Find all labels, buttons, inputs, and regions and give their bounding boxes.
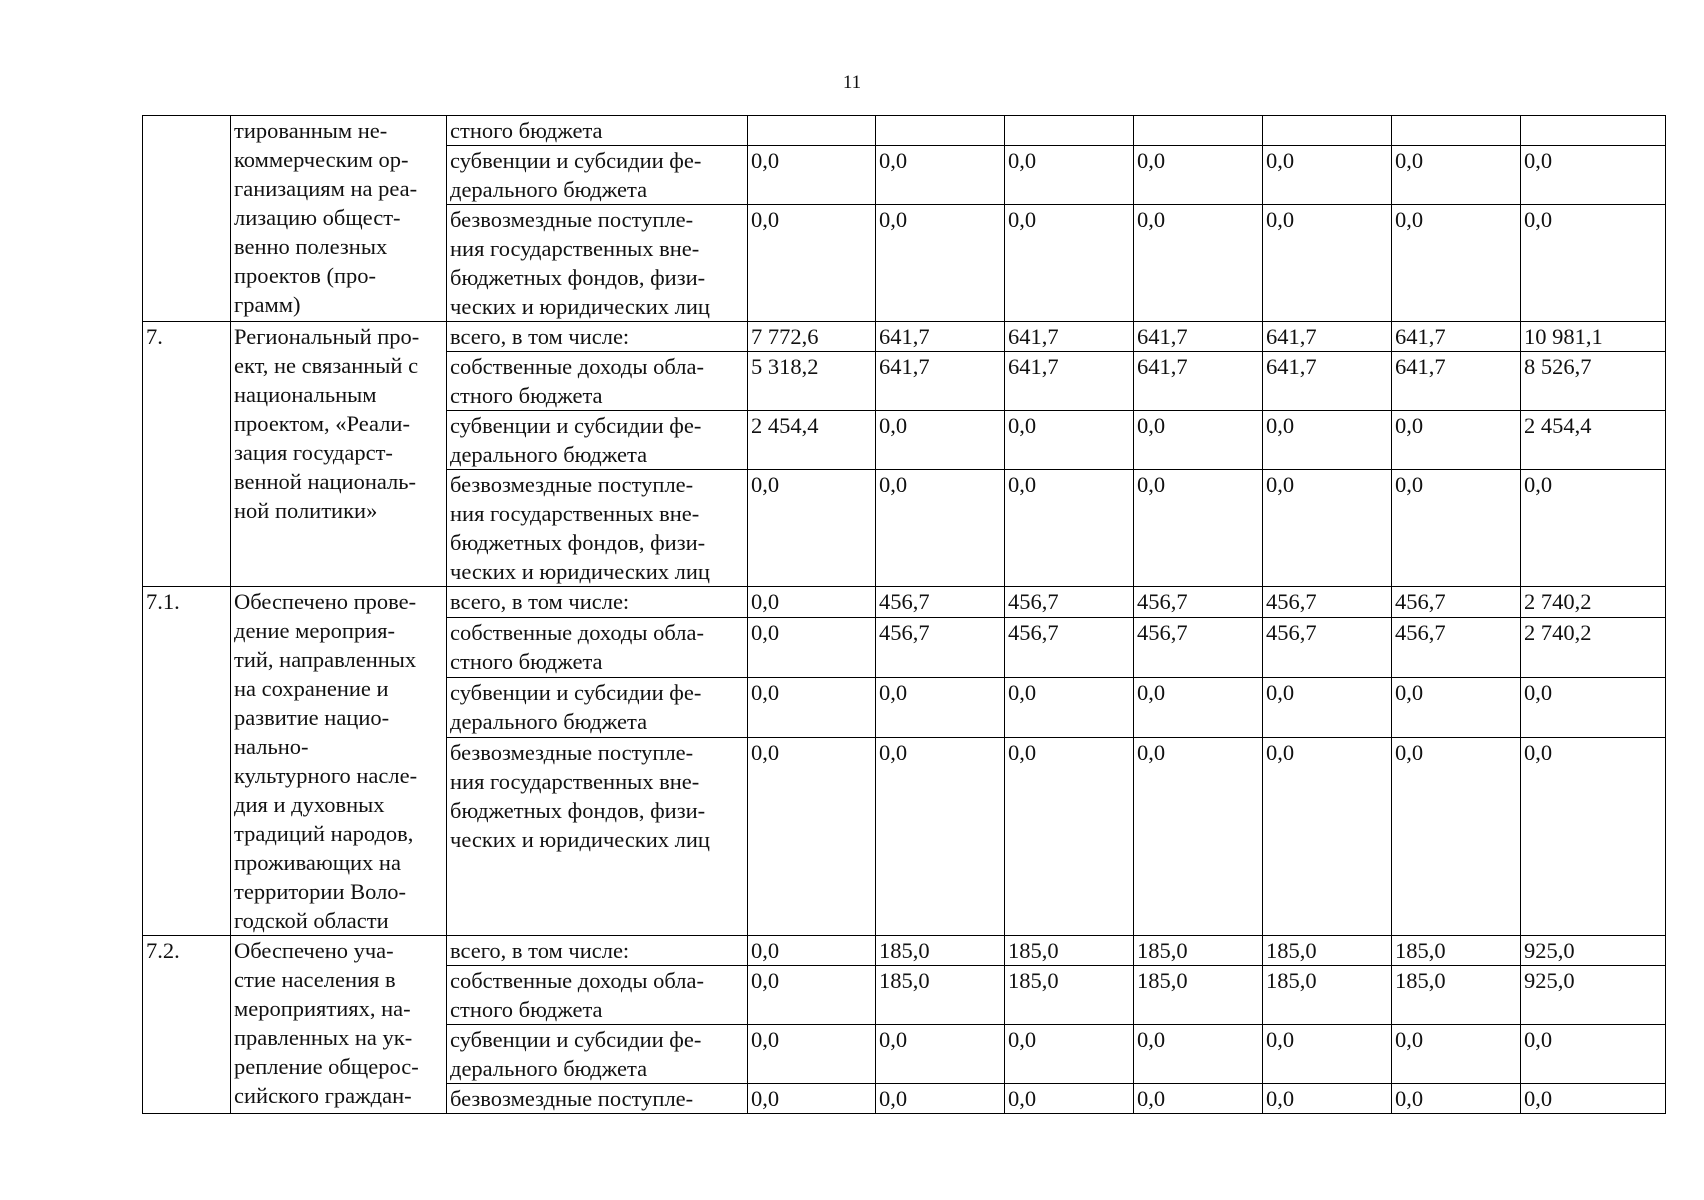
value-cell: 0,0 — [1392, 1025, 1521, 1084]
value-cell: 456,7 — [1263, 617, 1392, 677]
value-cell: 0,0 — [1134, 146, 1263, 205]
value-cell — [1134, 116, 1263, 146]
value-cell: 0,0 — [1134, 677, 1263, 737]
funding-source-cell: субвенции и субсидии фе- дерального бюджета — [447, 411, 748, 470]
funding-source-cell: субвенции и субсидии фе- дерального бюджета — [447, 1025, 748, 1084]
value-cell: 641,7 — [1005, 352, 1134, 411]
value-cell: 0,0 — [1263, 1025, 1392, 1084]
value-cell: 0,0 — [1263, 205, 1392, 322]
value-cell: 0,0 — [1005, 1084, 1134, 1114]
value-cell: 0,0 — [876, 1025, 1005, 1084]
value-cell: 0,0 — [876, 1084, 1005, 1114]
funding-source-cell: всего, в том числе: — [447, 587, 748, 618]
item-number-cell — [143, 116, 231, 322]
value-cell: 0,0 — [1392, 677, 1521, 737]
table-row — [143, 116, 1666, 146]
value-cell: 0,0 — [876, 737, 1005, 935]
value-cell — [1263, 116, 1392, 146]
value-cell: 0,0 — [748, 617, 876, 677]
value-cell: 0,0 — [1134, 205, 1263, 322]
value-cell: 0,0 — [1134, 411, 1263, 470]
page-number: 11 — [842, 72, 862, 93]
total-value-cell: 10 981,1 — [1521, 322, 1666, 352]
funding-source-cell: безвозмездные поступле- — [447, 1084, 748, 1114]
total-value-cell: 0,0 — [1521, 677, 1666, 737]
item-name-cell: Обеспечено уча- стие населения в мероприятиях, на- правленных на ук- репление общерос- сийского граждан- — [231, 936, 447, 1114]
value-cell: 0,0 — [748, 146, 876, 205]
value-cell: 0,0 — [748, 587, 876, 618]
funding-source-cell: безвозмездные поступле- ния государственных вне- бюджетных фондов, физи- ческих и юридических лиц — [447, 205, 748, 322]
item-number-cell: 7.2. — [143, 936, 231, 1114]
value-cell: 456,7 — [1134, 617, 1263, 677]
value-cell: 641,7 — [1005, 322, 1134, 352]
value-cell: 641,7 — [1392, 352, 1521, 411]
item-name-cell: Региональный про- ект, не связанный с национальным проектом, «Реали- зация государст- венной националь- ной политики» — [231, 322, 447, 587]
total-value-cell — [1521, 116, 1666, 146]
value-cell: 185,0 — [876, 936, 1005, 966]
value-cell: 185,0 — [1005, 936, 1134, 966]
value-cell: 0,0 — [1392, 146, 1521, 205]
value-cell: 2 454,4 — [748, 411, 876, 470]
value-cell: 0,0 — [876, 205, 1005, 322]
value-cell: 0,0 — [748, 677, 876, 737]
value-cell: 0,0 — [748, 1025, 876, 1084]
total-value-cell: 925,0 — [1521, 966, 1666, 1025]
value-cell: 641,7 — [1392, 322, 1521, 352]
total-value-cell: 0,0 — [1521, 205, 1666, 322]
funding-source-cell: субвенции и субсидии фе- дерального бюджета — [447, 677, 748, 737]
value-cell: 641,7 — [876, 352, 1005, 411]
value-cell: 0,0 — [748, 936, 876, 966]
table-row — [143, 936, 1666, 966]
value-cell: 0,0 — [1392, 1084, 1521, 1114]
value-cell: 0,0 — [1392, 411, 1521, 470]
value-cell: 185,0 — [1263, 966, 1392, 1025]
funding-source-cell: собственные доходы обла- стного бюджета — [447, 352, 748, 411]
funding-source-cell: собственные доходы обла- стного бюджета — [447, 966, 748, 1025]
value-cell: 0,0 — [1134, 1084, 1263, 1114]
funding-source-cell: стного бюджета — [447, 116, 748, 146]
value-cell: 0,0 — [1134, 737, 1263, 935]
item-name-cell: тированным не- коммерческим ор- ганизациям на реа- лизацию общест- венно полезных проектов (про- грамм) — [231, 116, 447, 322]
item-name-cell: Обеспечено прове- дение мероприя- тий, направленных на сохранение и развитие нацио- нально- культурного насле- дия и духовных традиций народов, проживающих на территории Воло- годской области — [231, 587, 447, 936]
value-cell: 0,0 — [1005, 146, 1134, 205]
funding-source-cell: всего, в том числе: — [447, 936, 748, 966]
value-cell: 185,0 — [1005, 966, 1134, 1025]
value-cell: 0,0 — [1005, 677, 1134, 737]
total-value-cell: 0,0 — [1521, 470, 1666, 587]
value-cell: 0,0 — [1263, 411, 1392, 470]
value-cell: 0,0 — [748, 470, 876, 587]
value-cell — [1005, 116, 1134, 146]
value-cell: 0,0 — [748, 966, 876, 1025]
total-value-cell: 2 740,2 — [1521, 617, 1666, 677]
value-cell: 0,0 — [1005, 411, 1134, 470]
table-row — [143, 587, 1666, 618]
value-cell: 0,0 — [1392, 470, 1521, 587]
value-cell: 0,0 — [1263, 677, 1392, 737]
value-cell: 0,0 — [1263, 470, 1392, 587]
value-cell: 641,7 — [876, 322, 1005, 352]
value-cell: 185,0 — [1134, 936, 1263, 966]
value-cell: 0,0 — [1005, 205, 1134, 322]
value-cell: 0,0 — [876, 411, 1005, 470]
total-value-cell: 2 740,2 — [1521, 587, 1666, 618]
value-cell — [1392, 116, 1521, 146]
value-cell: 456,7 — [1392, 617, 1521, 677]
value-cell: 185,0 — [1392, 966, 1521, 1025]
value-cell — [748, 116, 876, 146]
value-cell: 0,0 — [1134, 1025, 1263, 1084]
value-cell: 7 772,6 — [748, 322, 876, 352]
value-cell: 456,7 — [876, 617, 1005, 677]
total-value-cell: 925,0 — [1521, 936, 1666, 966]
value-cell: 0,0 — [1263, 737, 1392, 935]
item-number-cell: 7. — [143, 322, 231, 587]
value-cell: 456,7 — [1263, 587, 1392, 618]
value-cell: 456,7 — [876, 587, 1005, 618]
total-value-cell: 0,0 — [1521, 1084, 1666, 1114]
value-cell: 185,0 — [1263, 936, 1392, 966]
value-cell: 456,7 — [1005, 587, 1134, 618]
value-cell — [876, 116, 1005, 146]
funding-source-cell: безвозмездные поступле- ния государственных вне- бюджетных фондов, физи- ческих и юридических лиц — [447, 737, 748, 935]
funding-source-cell: субвенции и субсидии фе- дерального бюджета — [447, 146, 748, 205]
value-cell: 0,0 — [1005, 737, 1134, 935]
value-cell: 0,0 — [748, 737, 876, 935]
value-cell: 185,0 — [1392, 936, 1521, 966]
funding-source-cell: собственные доходы обла- стного бюджета — [447, 617, 748, 677]
funding-source-cell: безвозмездные поступле- ния государственных вне- бюджетных фондов, физи- ческих и юридических лиц — [447, 470, 748, 587]
table-row — [143, 322, 1666, 352]
total-value-cell: 2 454,4 — [1521, 411, 1666, 470]
total-value-cell: 0,0 — [1521, 737, 1666, 935]
value-cell: 0,0 — [1263, 1084, 1392, 1114]
value-cell: 0,0 — [876, 470, 1005, 587]
total-value-cell: 0,0 — [1521, 1025, 1666, 1084]
item-number-cell: 7.1. — [143, 587, 231, 936]
value-cell: 0,0 — [748, 205, 876, 322]
value-cell: 0,0 — [1005, 1025, 1134, 1084]
value-cell: 0,0 — [1263, 146, 1392, 205]
total-value-cell: 0,0 — [1521, 146, 1666, 205]
value-cell: 0,0 — [748, 1084, 876, 1114]
total-value-cell: 8 526,7 — [1521, 352, 1666, 411]
value-cell: 0,0 — [1134, 470, 1263, 587]
value-cell: 456,7 — [1392, 587, 1521, 618]
value-cell: 0,0 — [1005, 470, 1134, 587]
value-cell: 5 318,2 — [748, 352, 876, 411]
value-cell: 0,0 — [1392, 205, 1521, 322]
value-cell: 0,0 — [876, 677, 1005, 737]
value-cell: 185,0 — [876, 966, 1005, 1025]
value-cell: 185,0 — [1134, 966, 1263, 1025]
value-cell: 456,7 — [1134, 587, 1263, 618]
value-cell: 0,0 — [1392, 737, 1521, 935]
value-cell: 0,0 — [876, 146, 1005, 205]
value-cell: 641,7 — [1263, 322, 1392, 352]
budget-table — [142, 115, 1666, 1114]
value-cell: 641,7 — [1263, 352, 1392, 411]
value-cell: 456,7 — [1005, 617, 1134, 677]
value-cell: 641,7 — [1134, 322, 1263, 352]
value-cell: 641,7 — [1134, 352, 1263, 411]
funding-source-cell: всего, в том числе: — [447, 322, 748, 352]
